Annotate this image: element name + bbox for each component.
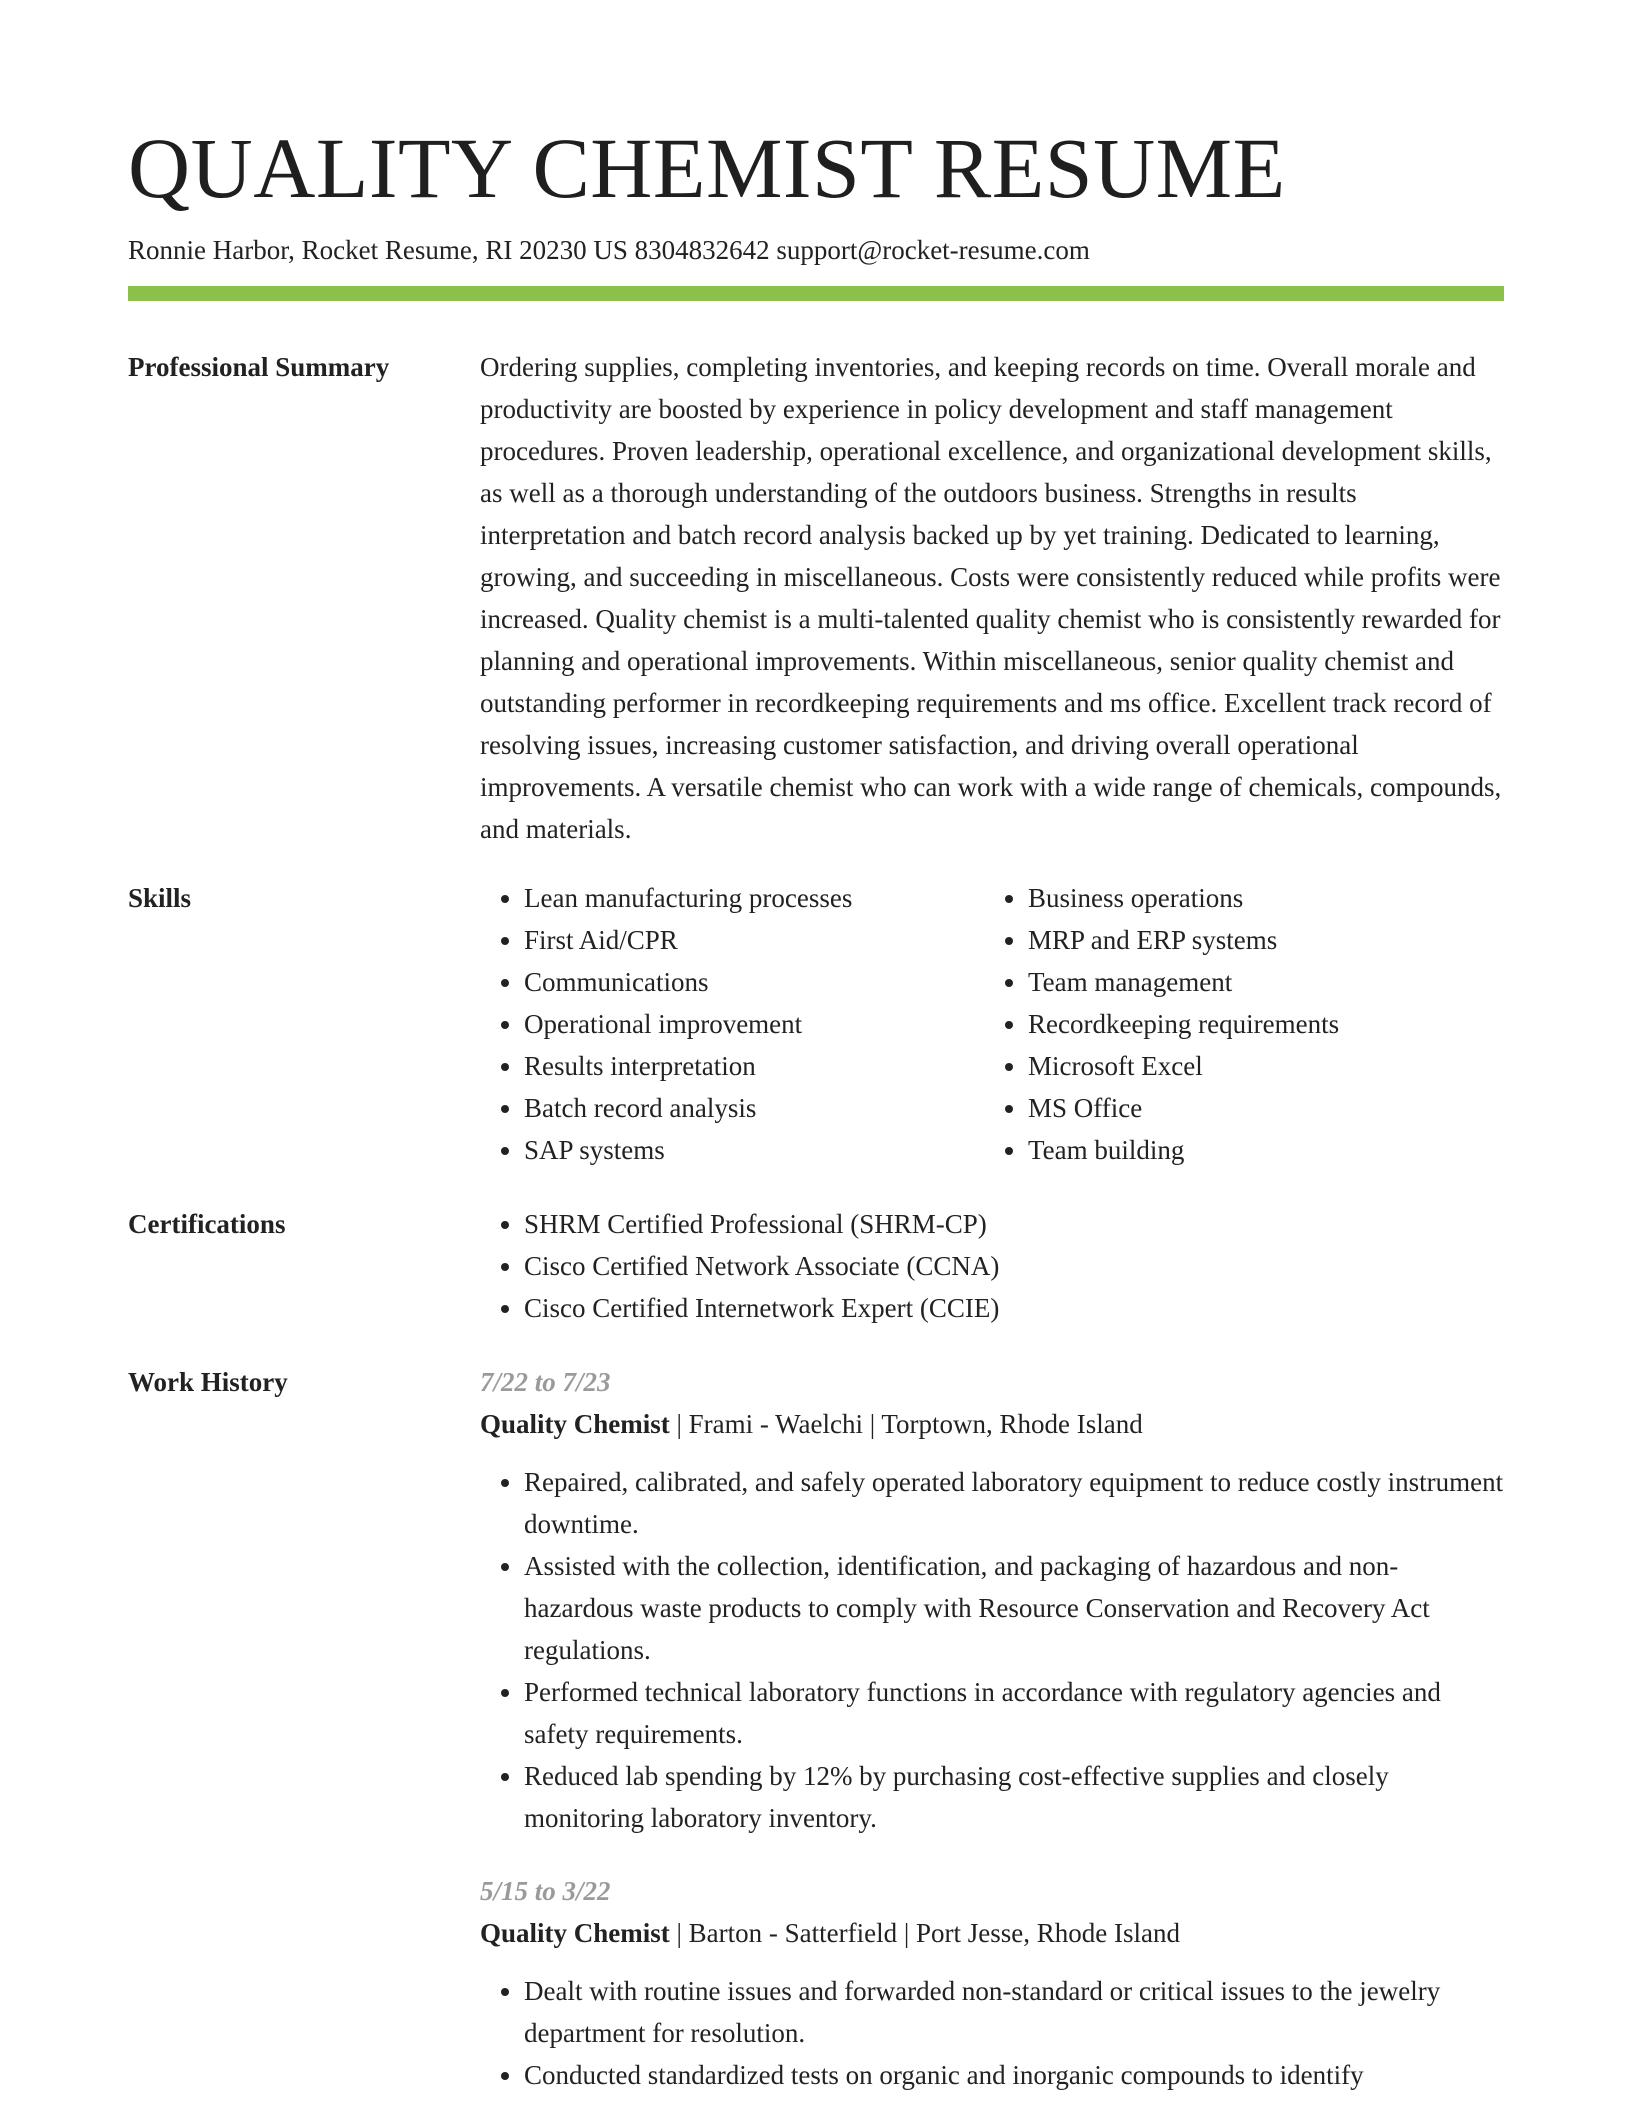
job-bullet: • Repaired, calibrated, and safely operated laboratory equipment to reduce costly instrument downtime. — [524, 1461, 1504, 1545]
job-title: Quality Chemist — [480, 1918, 670, 1948]
job-bullet: • Performed technical laboratory functions in accordance with regulatory agencies and safety requirements. — [524, 1671, 1504, 1755]
job-entry — [480, 1870, 1504, 2096]
job-dates: 5/15 to 3/22 — [480, 1876, 611, 1906]
job-title: Quality Chemist — [480, 1409, 670, 1439]
certification-item: • Cisco Certified Internetwork Expert (CCIE) — [524, 1287, 1504, 1329]
resume-title: QUALITY CHEMIST RESUME — [128, 120, 1286, 216]
skill-item: • Microsoft Excel — [1028, 1045, 1488, 1087]
skill-item: • Recordkeeping requirements — [1028, 1003, 1488, 1045]
job-heading — [480, 1912, 1504, 1954]
job-heading — [480, 1403, 1504, 1445]
skill-item: • SAP systems — [524, 1129, 984, 1171]
skills-list-left — [480, 877, 984, 1171]
skill-item: • Results interpretation — [524, 1045, 984, 1087]
accent-divider — [128, 286, 1504, 301]
skill-item: • Batch record analysis — [524, 1087, 984, 1129]
skill-item: • Communications — [524, 961, 984, 1003]
skill-item: • Business operations — [1028, 877, 1488, 919]
job-bullet: • Assisted with the collection, identification, and packaging of hazardous and non-hazardous waste products to comply with Resource Conservation and Recovery Act regulations. — [524, 1545, 1504, 1671]
contact-line: Ronnie Harbor, Rocket Resume, RI 20230 US 8304832642 support@rocket-resume.com — [128, 235, 1090, 265]
certification-item: • Cisco Certified Network Associate (CCNA) — [524, 1245, 1504, 1287]
job-bullet: • Reduced lab spending by 12% by purchasing cost-effective supplies and closely monitoring laboratory inventory. — [524, 1755, 1504, 1839]
skill-item: • Operational improvement — [524, 1003, 984, 1045]
skills-heading: Skills — [128, 883, 192, 913]
certification-item: • SHRM Certified Professional (SHRM-CP) — [524, 1203, 1504, 1245]
certifications-heading: Certifications — [128, 1209, 286, 1239]
summary-heading: Professional Summary — [128, 352, 390, 382]
work-history-heading: Work History — [128, 1367, 288, 1397]
skill-item: • First Aid/CPR — [524, 919, 984, 961]
skills-list-right — [984, 877, 1488, 1171]
job-entry — [480, 1361, 1504, 1839]
skill-item: • Team management — [1028, 961, 1488, 1003]
skill-item: • Lean manufacturing processes — [524, 877, 984, 919]
job-bullet: • Conducted standardized tests on organic and inorganic compounds to identify — [524, 2054, 1504, 2096]
job-bullet: • Dealt with routine issues and forwarded non-standard or critical issues to the jewelry department for resolution. — [524, 1970, 1504, 2054]
job-bullets — [480, 1461, 1504, 1839]
skill-item: • MS Office — [1028, 1087, 1488, 1129]
job-employer-location: | Frami - Waelchi | Torptown, Rhode Island — [669, 1409, 1143, 1439]
skill-item: • MRP and ERP systems — [1028, 919, 1488, 961]
skill-item: • Team building — [1028, 1129, 1488, 1171]
certifications-list — [480, 1203, 1504, 1329]
job-employer-location: | Barton - Satterfield | Port Jesse, Rhode Island — [669, 1918, 1180, 1948]
job-bullets — [480, 1970, 1504, 2096]
summary-text: Ordering supplies, completing inventories, and keeping records on time. Overall morale and productivity are boosted by experience in policy development and staff management procedures. Proven leadership, operational excellence, and organizational development skills, as well as a thorough understanding of the outdoors business. Strengths in results interpretation and batch record analysis backed up by yet training. Dedicated to learning, growing, and succeeding in miscellaneous. Costs were consistently reduced while profits were increased. Quality chemist is a multi-talented quality chemist who is consistently rewarded for planning and operational improvements. Within miscellaneous, senior quality chemist and outstanding performer in recordkeeping requirements and ms office. Excellent track record of resolving issues, increasing customer satisfaction, and driving overall operational improvements. A versatile chemist who can work with a wide range of chemicals, compounds, and materials. — [480, 352, 1502, 844]
job-dates: 7/22 to 7/23 — [480, 1367, 611, 1397]
